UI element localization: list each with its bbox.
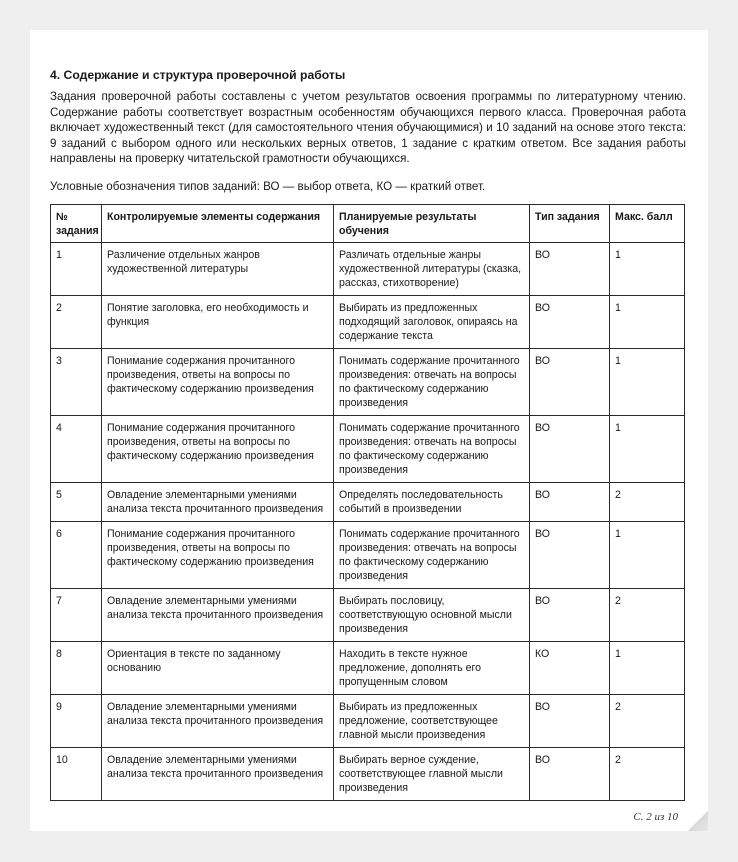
cell-score: 1 bbox=[610, 348, 685, 415]
cell-score: 2 bbox=[610, 747, 685, 800]
cell-elements: Овладение элементарными умениями анализа текста прочитанного произведения bbox=[102, 747, 334, 800]
cell-score: 1 bbox=[610, 295, 685, 348]
cell-num: 6 bbox=[51, 521, 102, 588]
header-num: № задания bbox=[51, 204, 102, 242]
table-row bbox=[51, 641, 685, 694]
header-type: Тип задания bbox=[530, 204, 610, 242]
cell-elements: Овладение элементарными умениями анализа текста прочитанного произведения bbox=[102, 482, 334, 521]
tasks-table bbox=[50, 204, 685, 801]
cell-type: ВО bbox=[530, 415, 610, 482]
table-header-row bbox=[51, 204, 685, 242]
cell-num: 7 bbox=[51, 588, 102, 641]
cell-elements: Ориентация в тексте по заданному основанию bbox=[102, 641, 334, 694]
cell-results: Выбирать из предложенных предложение, соответствующее главной мысли произведения bbox=[334, 694, 530, 747]
table-row bbox=[51, 415, 685, 482]
cell-type: ВО bbox=[530, 694, 610, 747]
cell-num: 4 bbox=[51, 415, 102, 482]
cell-results: Понимать содержание прочитанного произведения: отвечать на вопросы по фактическому содержанию произведения bbox=[334, 521, 530, 588]
cell-num: 3 bbox=[51, 348, 102, 415]
cell-num: 10 bbox=[51, 747, 102, 800]
cell-score: 2 bbox=[610, 694, 685, 747]
cell-num: 2 bbox=[51, 295, 102, 348]
table-row bbox=[51, 295, 685, 348]
header-results: Планируемые результаты обучения bbox=[334, 204, 530, 242]
legend-paragraph: Условные обозначения типов заданий: ВО — выбор ответа, КО — краткий ответ. bbox=[50, 179, 486, 193]
cell-num: 5 bbox=[51, 482, 102, 521]
cell-elements: Понимание содержания прочитанного произведения, ответы на вопросы по фактическому содержанию произведения bbox=[102, 348, 334, 415]
cell-score: 1 bbox=[610, 242, 685, 295]
cell-type: КО bbox=[530, 641, 610, 694]
cell-results: Понимать содержание прочитанного произведения: отвечать на вопросы по фактическому содержанию произведения bbox=[334, 348, 530, 415]
cell-type: ВО bbox=[530, 521, 610, 588]
cell-type: ВО bbox=[530, 482, 610, 521]
cell-elements: Овладение элементарными умениями анализа текста прочитанного произведения bbox=[102, 694, 334, 747]
cell-type: ВО bbox=[530, 747, 610, 800]
cell-results: Выбирать из предложенных подходящий заголовок, опираясь на содержание текста bbox=[334, 295, 530, 348]
cell-results: Выбирать верное суждение, соответствующее главной мысли произведения bbox=[334, 747, 530, 800]
cell-score: 1 bbox=[610, 521, 685, 588]
cell-num: 1 bbox=[51, 242, 102, 295]
page-corner-fold bbox=[688, 811, 708, 831]
cell-results: Различать отдельные жанры художественной литературы (сказка, рассказ, стихотворение) bbox=[334, 242, 530, 295]
table-row bbox=[51, 348, 685, 415]
page-content bbox=[50, 67, 686, 801]
cell-results: Понимать содержание прочитанного произведения: отвечать на вопросы по фактическому содержанию произведения bbox=[334, 415, 530, 482]
cell-score: 2 bbox=[610, 482, 685, 521]
cell-elements: Понятие заголовка, его необходимость и функция bbox=[102, 295, 334, 348]
header-score: Макс. балл bbox=[610, 204, 685, 242]
cell-elements: Овладение элементарными умениями анализа текста прочитанного произведения bbox=[102, 588, 334, 641]
cell-elements: Понимание содержания прочитанного произведения, ответы на вопросы по фактическому содержанию произведения bbox=[102, 415, 334, 482]
header-elements: Контролируемые элементы содержания bbox=[102, 204, 334, 242]
cell-score: 2 bbox=[610, 588, 685, 641]
cell-results: Определять последовательность событий в произведении bbox=[334, 482, 530, 521]
cell-elements: Различение отдельных жанров художественной литературы bbox=[102, 242, 334, 295]
cell-score: 1 bbox=[610, 641, 685, 694]
cell-type: ВО bbox=[530, 295, 610, 348]
cell-elements: Понимание содержания прочитанного произведения, ответы на вопросы по фактическому содержанию произведения bbox=[102, 521, 334, 588]
cell-type: ВО bbox=[530, 348, 610, 415]
table-row bbox=[51, 521, 685, 588]
cell-results: Находить в тексте нужное предложение, дополнять его пропущенным словом bbox=[334, 641, 530, 694]
table-row bbox=[51, 242, 685, 295]
table-row bbox=[51, 482, 685, 521]
table-row bbox=[51, 747, 685, 800]
page-number: С. 2 из 10 bbox=[633, 811, 678, 823]
cell-num: 9 bbox=[51, 694, 102, 747]
intro-paragraph: Задания проверочной работы составлены с учетом результатов освоения программы по литературному чтению. Содержание работы соответствует возрастным особенностям обучающихся первого класса. Проверочная работа включает художественный текст (для самостоятельного чтения обучающимися) и 10 заданий на основе этого текста: 9 заданий с выбором одного или нескольких верных ответов, 1 задание с кратким ответом. Все задания работы направлены на проверку читательской грамотности обучающихся. bbox=[50, 90, 686, 165]
document-page bbox=[30, 30, 708, 831]
cell-type: ВО bbox=[530, 242, 610, 295]
cell-results: Выбирать пословицу, соответствующую основной мысли произведения bbox=[334, 588, 530, 641]
cell-type: ВО bbox=[530, 588, 610, 641]
table-row bbox=[51, 694, 685, 747]
section-title: 4. Содержание и структура проверочной работы bbox=[50, 68, 346, 82]
table-row bbox=[51, 588, 685, 641]
cell-num: 8 bbox=[51, 641, 102, 694]
cell-score: 1 bbox=[610, 415, 685, 482]
